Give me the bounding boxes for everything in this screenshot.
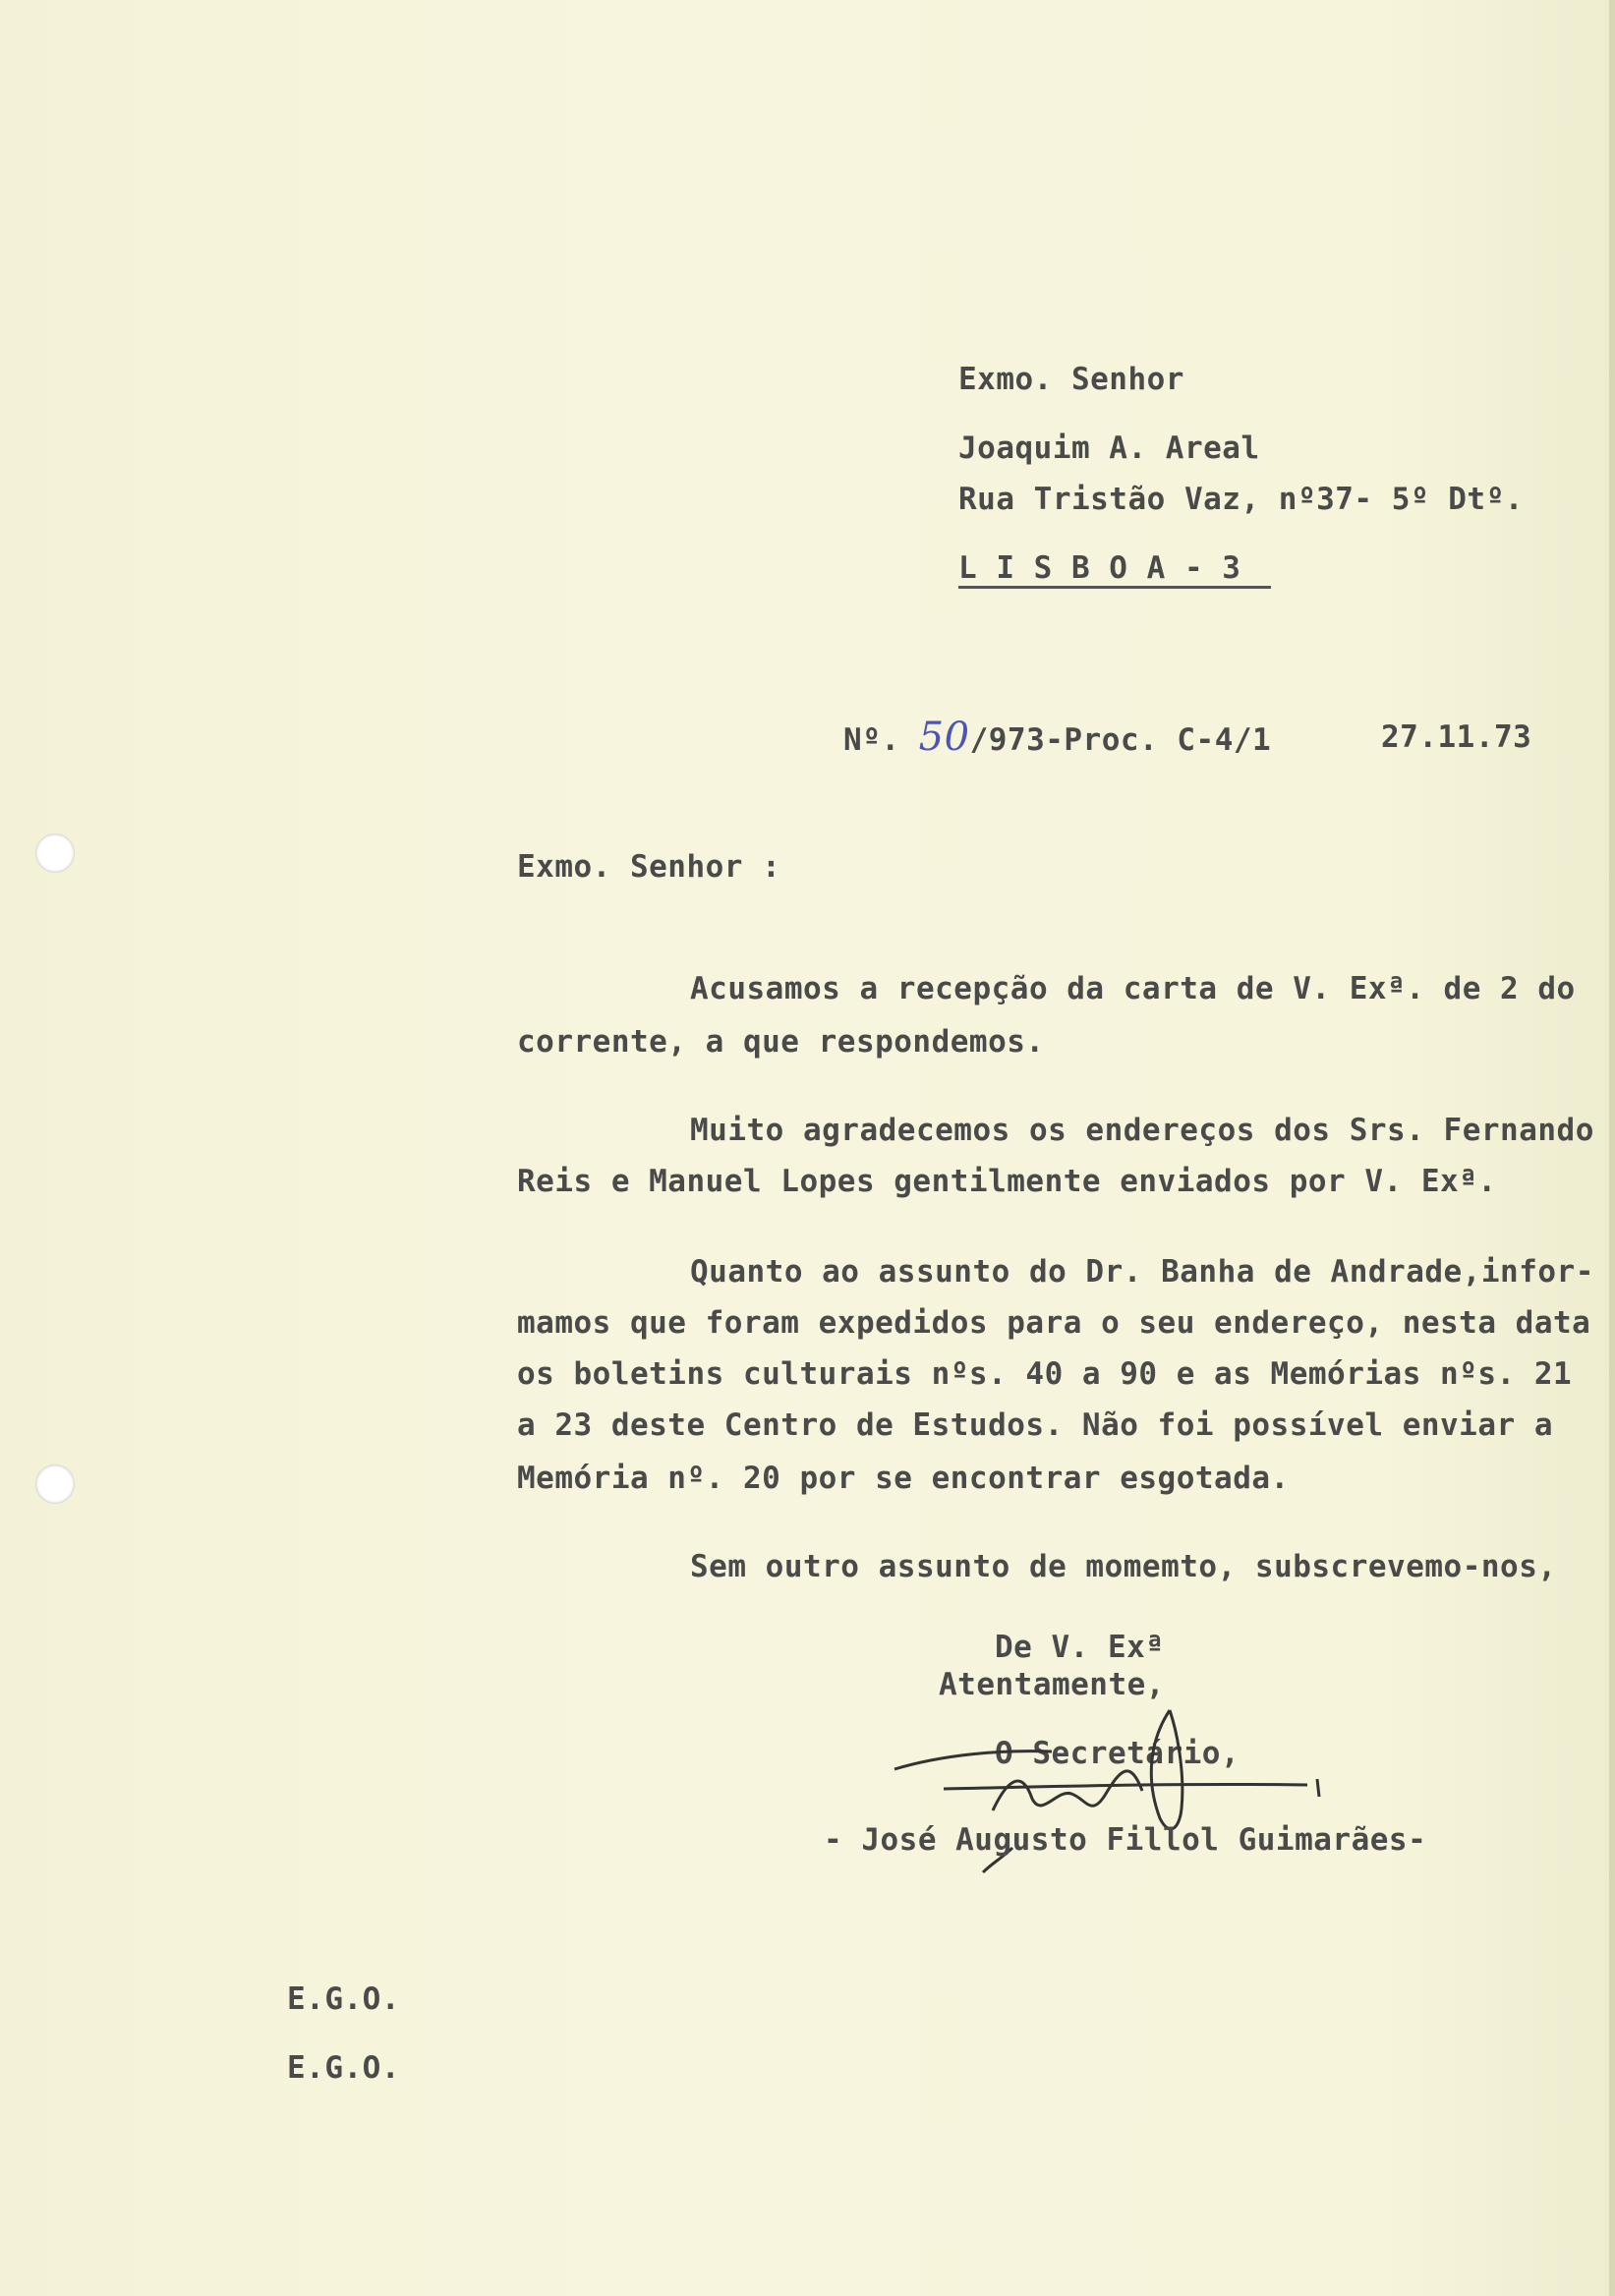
closing-role: O Secretário, [995, 1736, 1240, 1771]
punch-hole [35, 833, 75, 873]
reference-line [843, 715, 1272, 760]
body-line: Muito agradecemos os endereços dos Srs. Fernando [690, 1113, 1594, 1148]
body-line: Reis e Manuel Lopes gentilmente enviados por V. Exª. [517, 1164, 1497, 1199]
reference-prefix: Nº. [843, 722, 900, 758]
body-line: a 23 deste Centro de Estudos. Não foi possível enviar a [517, 1407, 1553, 1443]
body-line: corrente, a que respondemos. [517, 1024, 1045, 1060]
reference-suffix: /973-Proc. C-4/1 [969, 722, 1272, 758]
initials-line: E.G.O. [287, 1981, 400, 2017]
closing-line2: Atentamente, [939, 1667, 1165, 1702]
punch-hole [35, 1464, 75, 1504]
greeting: Exmo. Senhor : [517, 849, 781, 885]
recipient-street: Rua Tristão Vaz, nº37- 5º Dtº. [958, 482, 1524, 517]
body-line: Acusamos a recepção da carta de V. Exª. de 2 do [690, 971, 1576, 1006]
recipient-salutation: Exmo. Senhor [958, 362, 1184, 397]
body-line: Quanto ao assunto do Dr. Banha de Andrade,infor- [690, 1254, 1594, 1290]
closing-line1: De V. Exª [995, 1630, 1165, 1665]
body-line: os boletins culturais nºs. 40 a 90 e as Memórias nºs. 21 [517, 1356, 1573, 1392]
body-line: Sem outro assunto de momemto, subscrevemo-nos, [690, 1549, 1557, 1584]
closing-signatory: - José Augusto Fillol Guimarães- [824, 1822, 1427, 1858]
letter-date: 27.11.73 [1381, 719, 1532, 755]
reference-number: 50 [918, 715, 970, 760]
body-line: Memória nº. 20 por se encontrar esgotada. [517, 1461, 1290, 1496]
initials-line: E.G.O. [287, 2050, 400, 2086]
city-underline [958, 586, 1271, 589]
body-line: mamos que foram expedidos para o seu endereço, nesta data [517, 1305, 1591, 1341]
page-edge [1609, 0, 1615, 2296]
recipient-city: L I S B O A - 3 [958, 550, 1241, 586]
recipient-name: Joaquim A. Areal [958, 430, 1260, 466]
